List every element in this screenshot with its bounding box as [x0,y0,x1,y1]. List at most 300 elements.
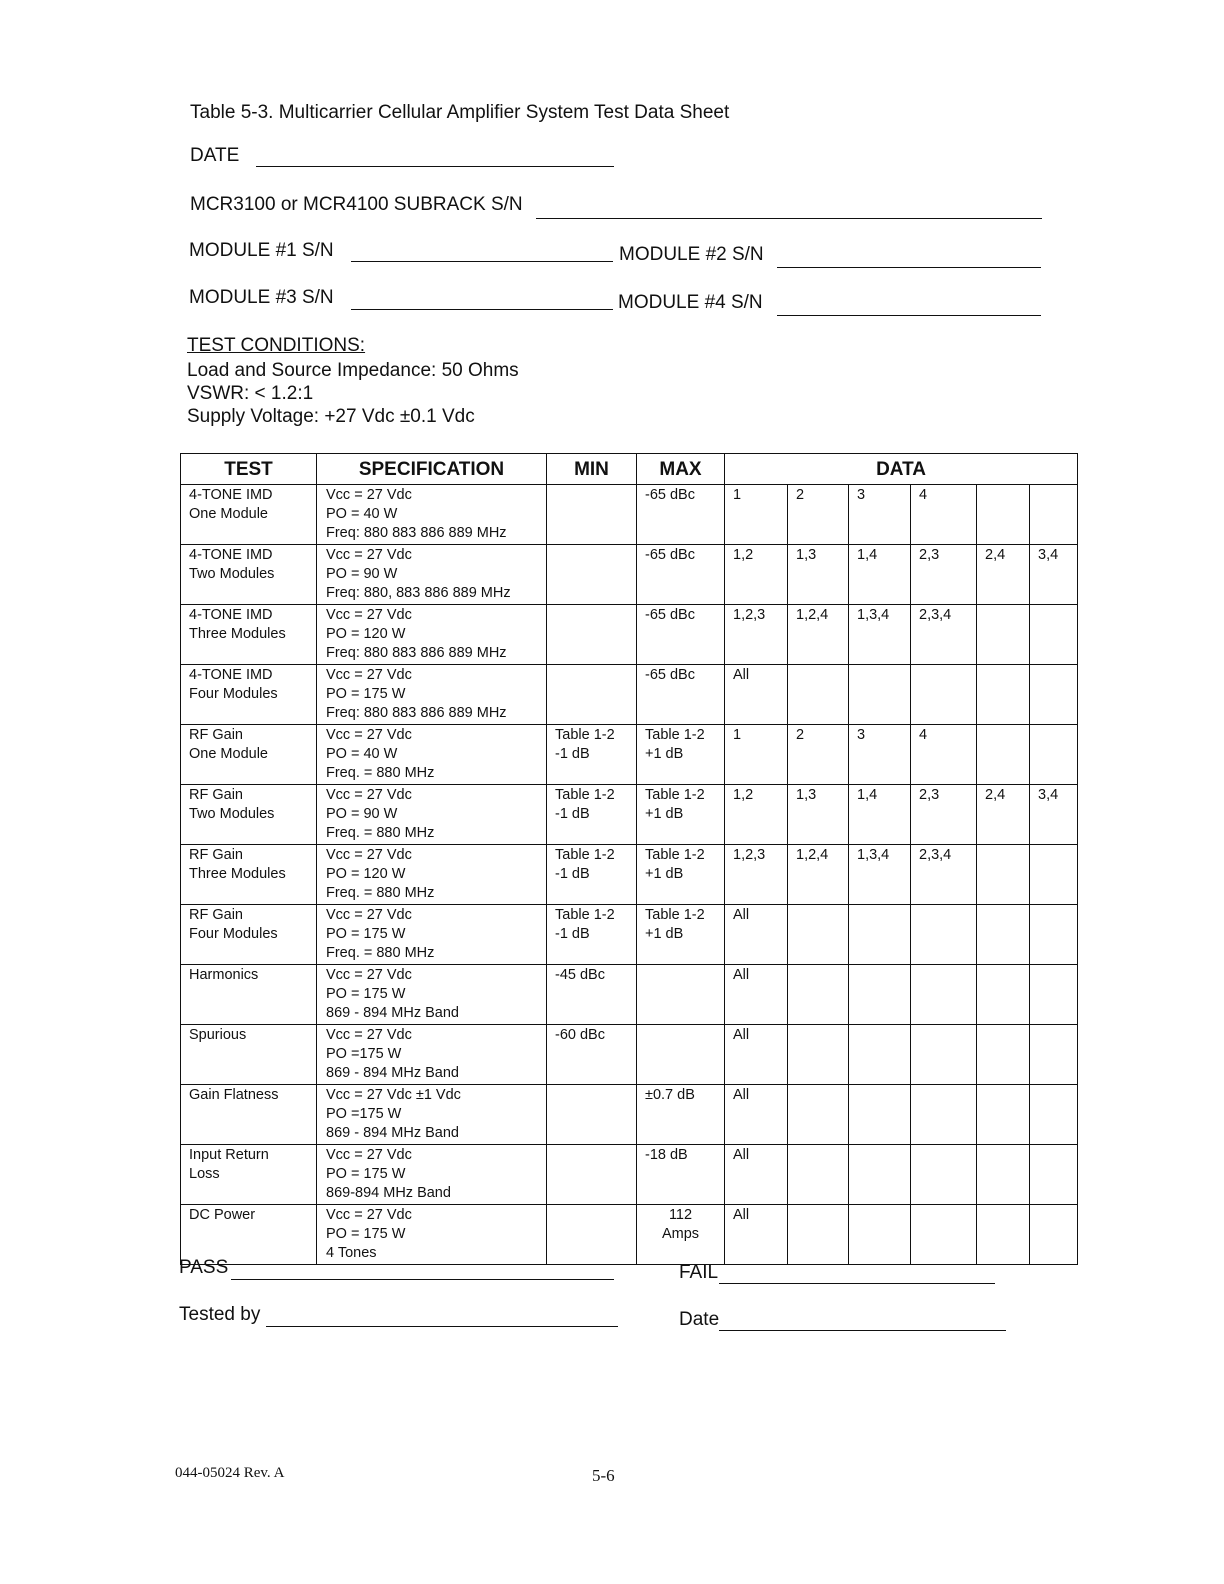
test-cell [181,845,317,905]
max-cell [637,1205,725,1265]
pass-field[interactable] [231,1279,614,1280]
min-text: Table 1-2 [555,787,615,803]
data-entry-cell[interactable] [911,725,977,785]
spec-text: Vcc = 27 Vdc [326,787,412,803]
spec-text: PO = 175 W [326,926,406,942]
module4-serial-field[interactable] [777,315,1041,316]
data-entry-cell[interactable] [788,965,849,1025]
max-text: ±0.7 dB [645,1087,695,1103]
data-module-label: 1,4 [857,547,878,563]
data-entry-cell[interactable] [849,1025,911,1085]
data-entry-cell[interactable] [1030,725,1078,785]
min-cell [547,665,637,725]
test-cell [181,905,317,965]
max-cell [637,785,725,845]
data-entry-cell[interactable] [911,845,977,905]
spec-text: PO = 40 W [326,746,398,762]
data-module-label: 1,2,3 [733,607,766,623]
data-module-label: 1,4 [857,787,878,803]
test-text: One Module [189,746,268,762]
data-entry-cell[interactable] [788,1205,849,1265]
data-entry-cell[interactable] [725,1085,788,1145]
test-text: DC Power [189,1207,256,1223]
max-text: Table 1-2 [645,727,705,743]
module1-label: MODULE #1 S/N [189,240,334,261]
data-entry-cell[interactable] [911,1025,977,1085]
data-entry-cell[interactable] [788,545,849,605]
data-entry-cell[interactable] [977,665,1030,725]
data-module-label: 2,3,4 [919,847,952,863]
min-text: -1 dB [555,746,590,762]
min-cell [547,905,637,965]
data-module-label: 1,2 [733,787,754,803]
data-module-label: 1,2,3 [733,847,766,863]
min-text: -1 dB [555,806,590,822]
test-text: Loss [189,1166,220,1182]
max-cell [637,1145,725,1205]
spec-text: Vcc = 27 Vdc [326,547,412,563]
date-field[interactable] [256,166,614,167]
test-cell [181,725,317,785]
data-module-label: 1,2,4 [796,847,829,863]
data-entry-cell[interactable] [725,845,788,905]
data-entry-cell[interactable] [725,785,788,845]
data-entry-cell[interactable] [725,965,788,1025]
condition-impedance: Load and Source Impedance: 50 Ohms [187,360,519,381]
data-module-label: 1 [733,487,742,503]
max-cell [637,725,725,785]
test-text: 4-TONE IMD [189,487,273,503]
data-entry-cell[interactable] [977,1085,1030,1145]
data-entry-cell[interactable] [788,605,849,665]
test-cell [181,785,317,845]
spec-cell [317,845,547,905]
page-number: 5-6 [592,1466,615,1485]
module3-serial-field[interactable] [351,309,613,310]
spec-cell [317,725,547,785]
data-entry-cell[interactable] [977,1145,1030,1205]
max-cell [637,1085,725,1145]
data-module-label: 2,4 [985,787,1006,803]
data-entry-cell[interactable] [1030,785,1078,845]
subrack-label: MCR3100 or MCR4100 SUBRACK S/N [190,194,523,215]
spec-cell [317,965,547,1025]
spec-text: 869 - 894 MHz Band [326,1005,459,1021]
data-entry-cell[interactable] [725,605,788,665]
fail-label: FAIL [679,1262,719,1283]
min-cell [547,485,637,545]
data-entry-cell[interactable] [849,1085,911,1145]
data-entry-cell[interactable] [788,665,849,725]
spec-cell [317,1205,547,1265]
max-cell [637,1025,725,1085]
max-text: 112 [668,1207,693,1223]
test-text: Input Return [189,1147,269,1163]
data-module-label: All [733,1147,750,1163]
test-text: RF Gain [189,847,243,863]
max-text: +1 dB [645,806,684,822]
min-cell [547,845,637,905]
test-text: 4-TONE IMD [189,607,273,623]
test-text: Two Modules [189,566,275,582]
max-cell [637,485,725,545]
data-module-label: All [733,667,750,683]
data-entry-cell[interactable] [788,905,849,965]
data-entry-cell[interactable] [1030,965,1078,1025]
data-entry-cell[interactable] [788,725,849,785]
spec-text: Freq. = 880 MHz [326,765,435,781]
max-cell [637,845,725,905]
max-cell [637,905,725,965]
data-module-label: 2 [796,487,805,503]
module4-label: MODULE #4 S/N [618,292,763,313]
data-entry-cell[interactable] [977,605,1030,665]
module3-label: MODULE #3 S/N [189,287,334,308]
data-entry-cell[interactable] [911,785,977,845]
max-text: +1 dB [645,866,684,882]
data-entry-cell[interactable] [977,1205,1030,1265]
table-header-row [181,454,1078,485]
spec-cell [317,665,547,725]
data-entry-cell[interactable] [725,545,788,605]
data-module-label: 3,4 [1038,787,1059,803]
subrack-serial-field[interactable] [536,218,1042,219]
spec-cell [317,485,547,545]
test-cell [181,605,317,665]
spec-text: PO = 120 W [326,626,406,642]
test-text: 4-TONE IMD [189,547,273,563]
spec-text: PO = 175 W [326,686,406,702]
data-entry-cell[interactable] [725,485,788,545]
spec-cell [317,545,547,605]
test-text: RF Gain [189,787,243,803]
min-cell [547,1025,637,1085]
document-number: 044-05024 Rev. A [175,1465,285,1481]
spec-text: PO = 90 W [326,566,398,582]
data-entry-cell[interactable] [849,1205,911,1265]
data-module-label: All [733,907,750,923]
table-row [181,905,1078,965]
data-entry-cell[interactable] [849,605,911,665]
min-cell [547,605,637,665]
table-row [181,1205,1078,1265]
data-module-label: 2,3 [919,787,940,803]
test-cell [181,1145,317,1205]
min-text: -60 dBc [555,1027,605,1043]
spec-text: Vcc = 27 Vdc [326,1027,412,1043]
data-entry-cell[interactable] [977,725,1030,785]
data-entry-cell[interactable] [849,665,911,725]
test-cell [181,965,317,1025]
spec-text: Vcc = 27 Vdc [326,967,412,983]
data-module-label: 4 [919,487,928,503]
min-text: -1 dB [555,926,590,942]
max-text: Table 1-2 [645,787,705,803]
data-entry-cell[interactable] [788,1145,849,1205]
spec-text: PO = 175 W [326,1166,406,1182]
spec-text: PO = 175 W [326,1226,406,1242]
data-module-label: 2,4 [985,547,1006,563]
data-module-label: 1,3 [796,787,817,803]
data-entry-cell[interactable] [725,1205,788,1265]
min-text: Table 1-2 [555,727,615,743]
data-entry-cell[interactable] [977,785,1030,845]
data-entry-cell[interactable] [1030,605,1078,665]
data-module-label: 3 [857,487,866,503]
header-data: DATA [725,454,1078,485]
max-cell [637,965,725,1025]
test-text: 4-TONE IMD [189,667,273,683]
spec-text: 869 - 894 MHz Band [326,1065,459,1081]
test-cell [181,1085,317,1145]
min-cell [547,725,637,785]
table-row [181,605,1078,665]
max-text: Amps [661,1226,700,1242]
min-text: -45 dBc [555,967,605,983]
signoff-date-label: Date [679,1309,720,1330]
data-module-label: 2,3,4 [919,607,952,623]
data-entry-cell[interactable] [911,1145,977,1205]
data-entry-cell[interactable] [849,905,911,965]
data-entry-cell[interactable] [1030,665,1078,725]
data-entry-cell[interactable] [1030,545,1078,605]
table-row [181,1145,1078,1205]
data-entry-cell[interactable] [725,665,788,725]
spec-text: PO =175 W [326,1106,402,1122]
data-entry-cell[interactable] [788,485,849,545]
max-cell [637,665,725,725]
date-label: DATE [190,145,240,166]
header-max: MAX [637,454,725,485]
spec-cell [317,905,547,965]
data-entry-cell[interactable] [788,845,849,905]
max-cell [637,545,725,605]
spec-cell [317,605,547,665]
page-title: Table 5-3. Multicarrier Cellular Amplifier System Test Data Sheet [190,102,730,123]
spec-text: Freq. = 880 MHz [326,945,435,961]
data-entry-cell[interactable] [1030,845,1078,905]
module1-serial-field[interactable] [351,261,613,262]
pass-label: PASS [179,1257,229,1278]
table-row [181,1085,1078,1145]
data-entry-cell[interactable] [1030,1145,1078,1205]
data-entry-cell[interactable] [911,965,977,1025]
data-entry-cell[interactable] [725,725,788,785]
table-row [181,965,1078,1025]
spec-text: Vcc = 27 Vdc [326,727,412,743]
data-entry-cell[interactable] [725,1025,788,1085]
spec-text: 869 - 894 MHz Band [326,1125,459,1141]
data-entry-cell[interactable] [977,1025,1030,1085]
table-row [181,665,1078,725]
min-text: Table 1-2 [555,907,615,923]
header-test: TEST [181,454,317,485]
data-entry-cell[interactable] [849,725,911,785]
spec-text: Vcc = 27 Vdc [326,847,412,863]
data-entry-cell[interactable] [849,545,911,605]
data-module-label: 1,2,4 [796,607,829,623]
data-entry-cell[interactable] [1030,485,1078,545]
condition-vswr: VSWR: < 1.2:1 [187,383,314,404]
min-cell [547,1205,637,1265]
condition-supply-voltage: Supply Voltage: +27 Vdc ±0.1 Vdc [187,406,475,427]
data-entry-cell[interactable] [911,485,977,545]
test-cell [181,1025,317,1085]
test-cell [181,1205,317,1265]
min-cell [547,545,637,605]
module2-serial-field[interactable] [777,267,1041,268]
spec-text: PO =175 W [326,1046,402,1062]
test-cell [181,545,317,605]
test-text: RF Gain [189,727,243,743]
spec-text: Vcc = 27 Vdc [326,607,412,623]
test-text: Three Modules [189,626,286,642]
module2-label: MODULE #2 S/N [619,244,764,265]
table-row [181,845,1078,905]
test-text: Four Modules [189,686,278,702]
header-specification: SPECIFICATION [317,454,547,485]
spec-text: PO = 90 W [326,806,398,822]
spec-cell [317,1025,547,1085]
spec-text: PO = 120 W [326,866,406,882]
table-row [181,1025,1078,1085]
max-text: Table 1-2 [645,907,705,923]
spec-cell [317,1145,547,1205]
spec-cell [317,785,547,845]
test-text: One Module [189,506,268,522]
fail-field[interactable] [719,1283,995,1284]
data-module-label: 1,3,4 [857,847,890,863]
spec-text: Vcc = 27 Vdc [326,1147,412,1163]
data-module-label: 3 [857,727,866,743]
data-module-label: All [733,1087,750,1103]
data-entry-cell[interactable] [849,1145,911,1205]
data-entry-cell[interactable] [977,545,1030,605]
max-text: -65 dBc [645,487,695,503]
spec-text: Freq: 880, 883 886 889 MHz [326,585,511,601]
spec-text: Freq: 880 883 886 889 MHz [326,525,507,541]
data-entry-cell[interactable] [911,545,977,605]
data-entry-cell[interactable] [911,605,977,665]
test-text: Harmonics [189,967,259,983]
spec-text: Vcc = 27 Vdc [326,1207,412,1223]
test-text: Spurious [189,1027,247,1043]
data-entry-cell[interactable] [911,665,977,725]
signoff-date-field[interactable] [719,1330,1006,1331]
min-cell [547,965,637,1025]
min-cell [547,785,637,845]
data-entry-cell[interactable] [849,785,911,845]
data-entry-cell[interactable] [849,485,911,545]
spec-text: Vcc = 27 Vdc ±1 Vdc [326,1087,461,1103]
spec-text: Freq: 880 883 886 889 MHz [326,705,507,721]
data-entry-cell[interactable] [977,485,1030,545]
test-cell [181,665,317,725]
table-row [181,485,1078,545]
data-entry-cell[interactable] [788,1025,849,1085]
spec-text: PO = 40 W [326,506,398,522]
data-entry-cell[interactable] [911,1085,977,1145]
data-entry-cell[interactable] [911,905,977,965]
tested-by-field[interactable] [266,1326,618,1327]
spec-text: 869-894 MHz Band [326,1185,451,1201]
spec-text: Vcc = 27 Vdc [326,487,412,503]
spec-text: Vcc = 27 Vdc [326,907,412,923]
max-text: -65 dBc [645,667,695,683]
data-module-label: 2,3 [919,547,940,563]
min-cell [547,1145,637,1205]
data-module-label: 2 [796,727,805,743]
data-module-label: All [733,1207,750,1223]
min-cell [547,1085,637,1145]
test-text: Gain Flatness [189,1087,279,1103]
max-text: -65 dBc [645,547,695,563]
table-row [181,545,1078,605]
spec-cell [317,1085,547,1145]
min-text: -1 dB [555,866,590,882]
spec-text: 4 Tones [326,1245,377,1261]
test-text: RF Gain [189,907,243,923]
spec-text: Vcc = 27 Vdc [326,667,412,683]
data-module-label: 4 [919,727,928,743]
max-text: Table 1-2 [645,847,705,863]
test-conditions-heading: TEST CONDITIONS: [187,335,366,356]
data-entry-cell[interactable] [977,965,1030,1025]
test-cell [181,485,317,545]
max-cell [637,605,725,665]
table-row [181,725,1078,785]
test-text: Four Modules [189,926,278,942]
spec-text: PO = 175 W [326,986,406,1002]
data-entry-cell[interactable] [1030,905,1078,965]
max-text: -18 dB [645,1147,688,1163]
max-text: -65 dBc [645,607,695,623]
max-text: +1 dB [645,926,684,942]
data-entry-cell[interactable] [1030,1085,1078,1145]
data-entry-cell[interactable] [788,1085,849,1145]
table-body [181,485,1078,1265]
data-module-label: 1,3,4 [857,607,890,623]
test-data-table [180,453,1078,1265]
test-text: Three Modules [189,866,286,882]
data-module-label: All [733,967,750,983]
data-entry-cell[interactable] [849,965,911,1025]
data-module-label: 3,4 [1038,547,1059,563]
data-entry-cell[interactable] [725,1145,788,1205]
data-module-label: 1,3 [796,547,817,563]
spec-text: Freq: 880 883 886 889 MHz [326,645,507,661]
data-entry-cell[interactable] [1030,1205,1078,1265]
spec-text: Freq. = 880 MHz [326,825,435,841]
data-entry-cell[interactable] [1030,1025,1078,1085]
data-entry-cell[interactable] [911,1205,977,1265]
data-entry-cell[interactable] [725,905,788,965]
data-entry-cell[interactable] [788,785,849,845]
data-entry-cell[interactable] [977,905,1030,965]
data-module-label: 1,2 [733,547,754,563]
data-entry-cell[interactable] [849,845,911,905]
data-module-label: All [733,1027,750,1043]
min-text: Table 1-2 [555,847,615,863]
tested-by-label: Tested by [179,1304,261,1325]
table-row [181,785,1078,845]
data-module-label: 1 [733,727,742,743]
data-entry-cell[interactable] [977,845,1030,905]
test-text: Two Modules [189,806,275,822]
max-text: +1 dB [645,746,684,762]
header-min: MIN [547,454,637,485]
spec-text: Freq. = 880 MHz [326,885,435,901]
